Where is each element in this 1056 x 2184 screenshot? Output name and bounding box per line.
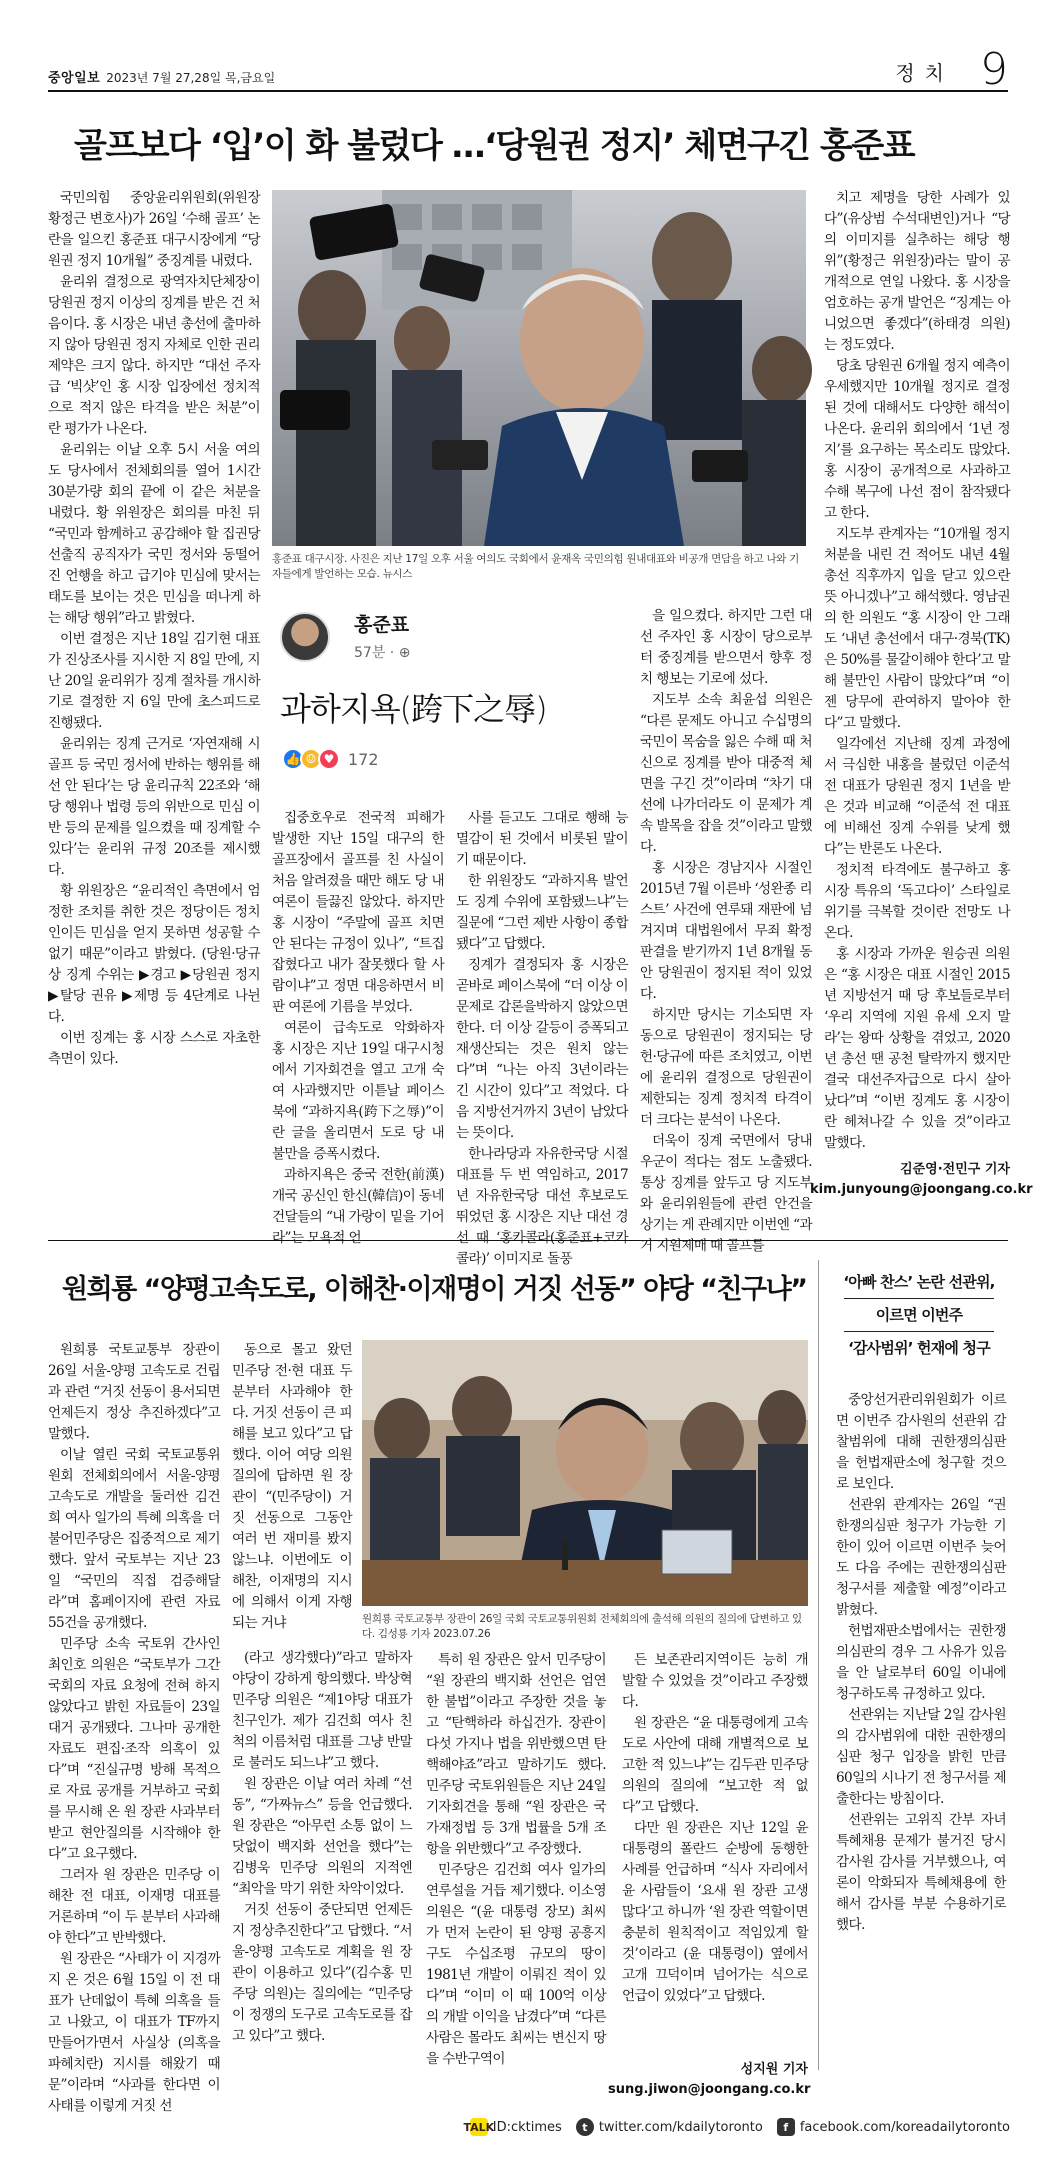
paragraph: 일각에선 지난해 징계 과정에서 극심한 내홍을 불렀던 이준석 전 대표가 당원권 정지 1년을 받은 것과 비교해 “이준석 전 대표에 비해선 징계 수위를 낮게 했다”는 반론도 나온다. [824,736,1010,857]
paragraph: 동으로 몰고 왔던 민주당 전·현 대표 두 분부터 사과해야 한다. 거짓 선동이 큰 피해를 보고 있다”고 답했다. 이어 여당 의원 질의에 답하면 원 장관이 “(민주당이) 거짓 선동으로 그동안 여러 번 재미를 봤지 않느냐. 이번에도 이해찬, 이재명의 지시에 의해서 이게 자행되는 거냐 [232,1342,352,1631]
paragraph: 민주당은 김건희 여사 일가의 연루설을 거듭 제기했다. 이소영 의원은 “(윤 대통령 장모) 최씨가 먼저 논란이 된 양평 공흥지구도 수십조평 규모의 땅이 1981년 개발이 이뤄진 적이 있다”며 “이미 이 때 100억 이상의 개발 이익을 남겼다”며 “다른 사람은 몰라도 최씨는 변신지 땅을 수반구역이 [426,1862,606,2067]
article2-photo-caption: 원희룡 국토교통부 장관이 26일 국회 국토교통위원회 전체회의에 출석해 의원의 질의에 답변하고 있다. 김성룡 기자 2023.07.26 [362,1613,802,1640]
sidebar-headline-line: 이르면 이번주 [875,1306,963,1324]
paragraph: 선관위는 지난달 2일 감사원의 감사범위에 대한 권한쟁의심판 청구 입장을 밝힌 만큼 60일의 시나기 전 청구서를 제출한다는 방침이다. [836,1707,1006,1807]
article2-column-1 [48,1340,220,2114]
sidebar-headline [826,1268,1012,1362]
kakaotalk-icon: TALK [470,2118,488,2136]
paragraph: 치고 제명을 당한 사례가 있다”(유상범 수석대변인)거나 “당의 이미지를 실추하는 해당 행위”(황정근 위원장)라는 말이 공개적으로 연일 나왔다. 홍 시장을 엄호하는 공개 발언은 “징계는 아니었으면 좋겠다”(하태경 의원)는 정도였다. [824,190,1010,353]
article1-column-3 [456,808,628,1267]
paragraph: 원 장관은 “사태가 이 지경까지 온 것은 6월 15일 이 전 대표가 난데없이 특혜 의혹을 들고 나왔고, 이 대표가 TF까지 만들어가면서 사실상 (의혹을 파헤치란) 지시를 해왔기 때문”이라며 “사과를 한다면 이 사태를 이렇게 거짓 선 [48,1951,220,2114]
section-label: 정치 [895,61,954,85]
article2-byline [608,2060,811,2100]
social-footer [463,2114,1010,2140]
paragraph: 원 장관은 이날 여러 차례 “선동”, “가짜뉴스” 등을 언급했다. 원 장관은 “아무런 소통 없이 느닷없이 백지화 선언을 했다”는 김병욱 민주당 의원의 지적엔 “최악을 막기 위한 차악이었다. [232,1776,412,1897]
reporter-names: 김준영·전민구 기자 [900,1162,1010,1177]
paragraph: 원 장관은 “윤 대통령에게 고속도로 사안에 대해 개별적으로 보고한 적 있느냐”는 김두관 민주당 의원의 질의에 “보고한 적 없다”고 답했다. [622,1715,808,1815]
paragraph: 다만 원 장관은 지난 12일 윤 대통령의 폴란드 순방에 동행한 사례를 언급하며 “식사 자리에서 윤 사람들이 ‘요새 원 장관 고생 많다’고 하니까 ‘원 장관 역할이면 충분히 원칙적이고 적임있게 할 것’이라고 (윤 대통령이) 옆에서 고개 끄덕이며 넘어가는 식으로 언급이 있었다”고 답했다. [622,1820,808,2004]
paragraph: 과하지욕은 중국 전한(前漢) 개국 공신인 한신(韓信)이 동네 건달들의 “내 가랑이 밑을 기어라”는 모욕적 언 [272,1167,444,1246]
facebook-url: facebook.com/koreadailytoronto [799,2119,1010,2135]
paragraph: 홍 시장은 경남지사 시절인 2015년 7월 이른바 ‘성완종 리스트’ 사건에 연루돼 재판에 넘겨지며 대법원에서 무죄 확정판결을 받기까지 1년 8개월 동안 당원권이 정지된 적이 있었다. [640,860,812,1002]
paragraph: 이번 징계는 홍 시장 스스로 자초한 측면이 있다. [48,1030,260,1067]
paragraph: 정치적 타격에도 불구하고 홍 시장 특유의 ‘독고다이’ 스타일로 위기를 극복할 것이란 전망도 나온다. [824,862,1010,941]
paragraph: 윤리위는 이날 오후 5시 서울 여의도 당사에서 전체회의를 열어 1시간 30분가량 회의 끝에 이 같은 처분을 내렸다. 황 위원장은 회의를 마친 뒤 “국민과 함께하고 공감해야 할 집권당 선출직 공직자가 국민 정서와 동떨어진 언행을 하고 급기야 민심에 맞서는 태도를 보이는 것은 민심을 떠나게 하는 해당 행위”라고 밝혔다. [48,442,260,626]
paragraph: (라고 생각했다)”라고 말하자 야당이 강하게 항의했다. 박상혁 민주당 의원은 “제1야당 대표가 친구인가. 제가 김건희 여사 친척의 이름처럼 대표를 그냥 반말로 불러도 되느냐”고 했다. [232,1650,412,1771]
paragraph: 하지만 당시는 기소되면 자동으로 당원권이 정지되는 당헌·당규에 따른 조치였고, 이번에 윤리위 결정으로 당원권이 제한되는 징계 정치적 타격이 더 크다는 분석이 나온다. [640,1007,812,1128]
heart-icon: ♥ [318,748,340,770]
section-divider [48,1240,1008,1241]
article2-column-4 [622,1650,808,2060]
headline-rule [844,1331,994,1332]
paragraph: 한나라당과 자유한국당 시절 대표를 두 번 역임하고, 2017년 자유한국당 대선 후보로도 뛰었던 홍 시장은 지난 대선 경선 때 ‘홍카콜라(홍준표+코카콜라)’ 이미지로 돌풍 [456,1146,628,1267]
hong-junpyo-photo [272,190,806,546]
sidebar-headline-line: ‘아빠 찬스’ 논란 선관위, [843,1273,995,1291]
like-icon: 👍 [282,748,304,770]
twitter-link[interactable] [576,2118,763,2136]
won-heeryong-photo [362,1340,808,1606]
paragraph: 윤리위 결정으로 광역자치단체장이 당원권 정지 이상의 징계를 받은 건 처음이다. 홍 시장은 내년 총선에 출마하지 않아 당원권 정지 자체로 인한 권리 제약은 크지 않다. 하지만 “대선 주자급 ‘빅샷’인 홍 시장 입장에선 정치적으로 적지 않은 타격을 받은 처분”이란 평가가 나온다. [48,274,260,437]
article1-headline: 골프보다 ‘입’이 화 불렀다 …‘당원권 정지’ 체면구긴 홍준표 [74,126,915,166]
post-time: 57분 · ⊕ [354,645,411,661]
paragraph: 더욱이 징계 국면에서 당내 우군이 적다는 점도 노출됐다. 통상 징계를 앞두고 당 지도부와 윤리위원들에 관련 안건을 상기는 게 관례지만 이번엔 “과거 지원제매 때 골프를 [640,1133,812,1254]
paragraph: 당초 당원권 6개월 정지 예측이 우세했지만 10개월 정지로 결정된 것에 대해서도 다양한 해석이 나온다. 윤리위 회의에서 ‘1년 정지’를 요구하는 목소리도 많았다. 홍 시장이 공개적으로 사과하고 수해 복구에 나선 점이 참작됐다고 한다. [824,358,1010,521]
post-author: 홍준표 [354,614,410,636]
article1-column-1 [48,188,260,1188]
kakao-id: ID:cktimes [492,2119,562,2135]
care-icon: ☺ [300,748,322,770]
kakao-link[interactable] [463,2118,562,2136]
page-number: 9 [980,44,1008,95]
article2-headline: 원희룡 “양평고속도로, 이해찬·이재명이 거짓 선동” 야당 “친구냐” [62,1274,807,1305]
paragraph: 지도부 소속 최윤섭 의원은 “다른 문제도 아니고 수십명의 국민이 목숨을 잃은 수해 때 처신으로 징계를 받아 대중적 체면을 구긴 것”이라며 “차기 대선에 나가더라도 이 문제가 계속 발목을 잡을 것”이라고 말했다. [640,692,812,855]
issue-date: 2023년 7월 27,28일 목,금요일 [106,71,276,85]
paragraph: 사를 듣고도 그대로 행해 능멸감이 된 것에서 비롯된 말이기 때문이다. [456,810,628,868]
paragraph: 국민의힘 중앙윤리위원회(위원장 황정근 변호사)가 26일 ‘수해 골프’ 논란을 일으킨 홍준표 대구시장에게 “당원권 정지 10개월” 중징계를 내렸다. [48,190,260,269]
paragraph: 거짓 선동이 중단되면 언제든지 정상추진한다”고 답했다. “서울-양평 고속도로 계획을 원 장관이 이용하고 있다”(김수홍 민주당 의원)는 질의에는 “민주당이 정쟁의 도구로 고속도로를 잡고 있다”고 했다. [232,1902,412,2044]
paragraph: 홍 시장과 가까운 원승권 의원은 “홍 시장은 대표 시절인 2015년 지방선거 때 당 후보들로부터 ‘우리 지역에 지원 유세 오지 말라’는 왕따 상황을 겪었고, 2020년 총선 땐 공천 탈락까지 했지만 결국 대선주자급으로 다시 살아났다”며 “이번 징계도 홍 시장이란 헤쳐나갈 수 있을 것”이라고 말했다. [824,946,1010,1151]
article2-column-3 [426,1650,606,2110]
avatar [280,612,330,662]
paragraph: 선관위는 고위직 간부 자녀 특혜채용 문제가 불거진 당시 감사원 감사를 거부했으나, 여론이 악화되자 특혜채용에 한해서 감사를 부분 수용하기로 했다. [836,1812,1006,1933]
reaction-bar [282,748,379,770]
reaction-count: 172 [348,749,379,769]
paragraph: 징계가 결정되자 홍 시장은 곧바로 페이스북에 “더 이상 이 문제로 갑론을박하지 않았으면 한다. 더 이상 갈등이 증폭되고 재생산되는 것은 원치 않는다”며 “나는 아직 3년이라는 긴 시간이 있다”고 적었다. 다음 지방선거까지 3년이 남았다는 뜻이다. [456,957,628,1141]
paragraph: 이번 결정은 지난 18일 김기현 대표가 진상조사를 지시한 지 8일 만에, 지난 20일 윤리위가 징계 절차를 개시하기로 결정한 지 6일 만에 초스피드로 진행됐다. [48,631,260,731]
article1-column-4 [640,606,812,1254]
paragraph: 특히 원 장관은 앞서 민주당이 “원 장관의 백지화 선언은 엄연한 불법”이라고 주장한 것을 놓고 “탄핵하라 하십건가. 장관이 다섯 가지나 법을 위반했으면 탄핵해야죠”라고 말하기도 했다. 민주당 국토위원들은 지난 24일 기자회견을 통해 “원 장관은 국가재정법 등 3개 법률을 5개 조항을 위반했다”고 주장했다. [426,1652,606,1857]
committee-meeting-image [362,1340,808,1606]
press-scrum-image [272,190,806,546]
facebook-post-card [272,600,632,800]
facebook-icon: f [777,2118,795,2136]
article2-column-2b [232,1648,412,2110]
paragraph: 지도부 관계자는 “10개월 정지 처분을 내린 건 적어도 내년 4월 총선 직후까지 입을 닫고 있으란 뜻 아니겠나”고 해석했다. 영남권의 한 의원도 “홍 시장이 안 그래도 ‘내년 총선에서 대구·경북(TK)은 50%를 물갈이해야 한다’고 말해 불만인 사람이 많았다”며 “이젠 당무에 관여하지 말아야 한다”고 말했다. [824,526,1010,731]
twitter-icon: t [576,2118,594,2136]
paragraph: 원희룡 국토교통부 장관이 26일 서울-양평 고속도로 건립과 관련 “거짓 선동이 용서되면 언제든지 정상 추진하겠다”고 말했다. [48,1342,220,1442]
paragraph: 한 위원장도 “과하지욕 발언도 징계 수위에 포함됐느냐”는 질문에 “그런 제반 사항이 종합됐다”고 답했다. [456,873,628,952]
newspaper-name: 중앙일보 [48,71,101,86]
paragraph: 민주당 소속 국토위 간사인 최인호 의원은 “국토부가 그간 국회의 자료 요청에 전혀 하지 않았다고 밝힌 자료들이 23일 대거 공개됐다. 그나마 공개한 자료도 편집·조작 의혹이 있다”며 “진실규명 방해 목적으로 자료 공개를 거부하고 국회를 무시해 온 원 장관 사과부터 받고 현안질의를 시작해야 한다”고 요구했다. [48,1636,220,1862]
article2-column-2a [232,1340,352,1640]
sidebar-body [836,1390,1006,2110]
reporter-email: kim.junyoung@joongang.co.kr [810,1182,1033,1197]
paragraph: 든 보존관리지역이든 능히 개발할 수 있었을 것”이라고 주장했다. [622,1652,808,1710]
twitter-url: twitter.com/kdailytoronto [598,2119,763,2135]
article1-byline [810,1160,1033,1200]
headline-rule [844,1298,994,1299]
reporter-email: sung.jiwon@joongang.co.kr [608,2082,811,2097]
paragraph: 윤리위는 징계 근거로 ‘자연재해 시 골프 등 국민 정서에 반하는 행위를 해선 안 된다’는 당 윤리규칙 22조와 ‘해당 행위나 법령 등의 위반으로 민심 이반 등의 문제를 일으켰을 때 징계할 수 있다’는 윤리위 규정 20조를 제시했다. [48,736,260,878]
paragraph: 중앙선거관리위원회가 이르면 이번주 감사원의 선관위 감찰범위에 대해 권한쟁의심판을 헌법재판소에 청구할 것으로 보인다. [836,1392,1006,1492]
sidebar-headline-line: ‘감사범위’ 헌재에 청구 [848,1339,990,1357]
paragraph: 이날 열린 국회 국토교통위원회 전체회의에서 서울-양평고속도로 개발을 둘러싼 김건희 여사 일가의 특혜 의혹을 더불어민주당은 집중적으로 제기했다. 앞서 국토부는 지난 23일 “국민의 직접 검증해달라”며 홈페이지에 관련 자료 55건을 공개했다. [48,1447,220,1631]
masthead [48,44,1008,95]
paragraph: 집중호우로 전국적 피해가 발생한 지난 15일 대구의 한 골프장에서 골프를 친 사실이 처음 알려졌을 때만 해도 당 내 여론이 들끓진 않았다. 하지만 홍 시장이 “주말에 골프 치면 안 된다는 규정이 있나”, “트집 잡혔다고 내가 잘못했다 할 사람이냐”고 정면 대응하면서 비판 여론에 기름을 부었다. [272,810,444,1015]
paragraph: 선관위 관계자는 26일 “권한쟁의심판 청구가 가능한 기한이 있어 이르면 이번주 늦어도 다음 주에는 권한쟁의심판 청구서를 제출할 예정”이라고 밝혔다. [836,1497,1006,1618]
paragraph: 황 위원장은 “윤리적인 측면에서 엄정한 조치를 취한 것은 정당이든 정치인이든 민심을 얻지 못하면 성공할 수 없기 때문”이라고 밝혔다. (당원·당규상 징계 수위는 ▶경고 ▶당원권 정지 ▶탈당 권유 ▶제명 등 4단계로 나뉜다. [48,883,260,1025]
paragraph: 그러자 원 장관은 민주당 이해찬 전 대표, 이재명 대표를 거론하며 “이 두 분부터 사과해야 한다”고 반박했다. [48,1867,220,1946]
paragraph: 여론이 급속도로 악화하자 홍 시장은 지난 19일 대구시청에서 기자회견을 열고 고개 숙여 사과했지만 이튿날 페이스북에 “과하지욕(跨下之辱)”이란 글을 올리면서 도로 당 내 불만을 증폭시켰다. [272,1020,444,1162]
reporter-name: 성지원 기자 [740,2062,808,2077]
post-text: 과하지욕(跨下之辱) [280,690,547,728]
article1-column-2 [272,808,444,1246]
paragraph: 을 일으켰다. 하지만 그런 대선 주자인 홍 시장이 당으로부터 중징계를 받으면서 향후 정치 행보는 기로에 섰다. [640,608,812,687]
facebook-link[interactable] [777,2118,1010,2136]
article1-photo-caption: 홍준표 대구시장. 사진은 지난 17일 오후 서울 여의도 국회에서 윤재옥 국민의힘 원내대표와 비공개 면담을 하고 나와 기자들에게 발언하는 모습. 뉴시스 [272,553,800,580]
article1-column-5 [824,188,1010,1154]
paragraph: 헌법재판소법에서는 권한쟁의심판의 경우 그 사유가 있음을 안 날로부터 60일 이내에 청구하도록 규정하고 있다. [836,1623,1006,1702]
column-rule [818,1260,819,2070]
